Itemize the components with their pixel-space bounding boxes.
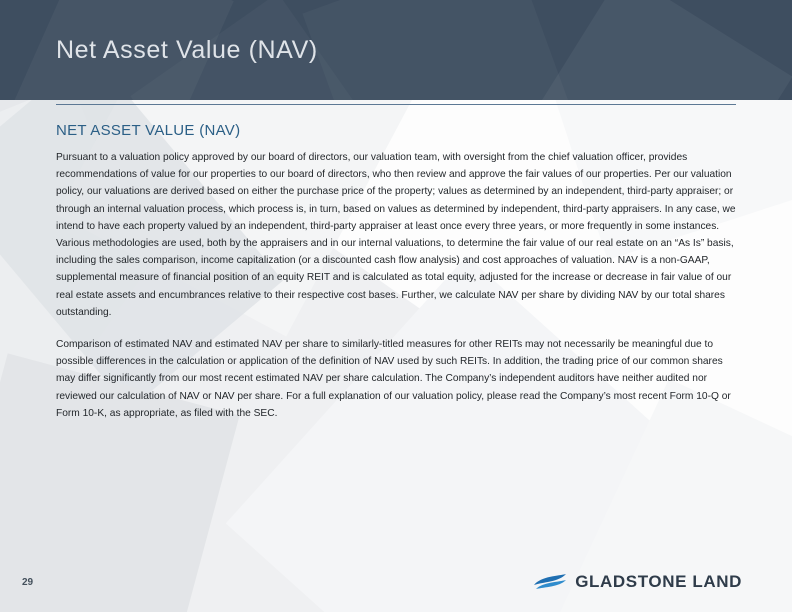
paragraph-one: Pursuant to a valuation policy approved by our board of directors, our valuation team, with oversight from the chief valuation officer, provides recommendations of value for our properties to our board of directors, who then review and approve the fair values of our properties. Per our valuation policy, our valuations are derived based on either the purchase price of the property; values as determined by an independent, third-party appraiser; or through an internal valuation process, which process is, in turn, based on values as determined by independent, third-party appraisers. In any case, we intend to have each property valued by an independent, third-party appraiser at least once every three years, or more frequently in some instances. Various methodologies are used, both by the appraisers and in our internal valuations, to determine the fair value of our real estate on an “As Is” basis, including the sales comparison, income capitalization (or a discounted cash flow analysis) and cost approaches of valuation. NAV is a non-GAAP, supplemental measure of financial position of an equity REIT and is calculated as total equity, adjusted for the increase or decrease in fair value of our real estate assets and encumbrances relative to their respective cost bases. Further, we calculate NAV per share by dividing NAV by our total shares outstanding. bbox=[56, 152, 736, 318]
paragraph-spacer bbox=[56, 321, 736, 336]
section-heading: NET ASSET VALUE (NAV) bbox=[56, 122, 241, 139]
page-number: 29 bbox=[22, 577, 34, 588]
company-logo-text: GLADSTONE LAND bbox=[575, 572, 742, 591]
header-shape bbox=[302, 0, 577, 100]
page-title: Net Asset Value (NAV) bbox=[56, 36, 318, 64]
gladstone-wave-logo-icon bbox=[533, 572, 567, 592]
header-divider bbox=[56, 104, 736, 105]
header-shape bbox=[528, 0, 792, 100]
paragraph-two: Comparison of estimated NAV and estimated NAV per share to similarly-titled measures for other REITs may not necessarily be meaningful due to possible differences in the calculation or application of the definition of NAV used by such REITs. In addition, the trading price of our common shares may differ significantly from our most recent estimated NAV per share calculation. The Company’s independent auditors have neither audited nor reviewed our calculation of NAV or NAV per share. For a full explanation of our valuation policy, please read the Company’s most recent Form 10-Q or Form 10-K, as appropriate, as filed with the SEC. bbox=[56, 339, 731, 419]
company-logo bbox=[533, 572, 742, 592]
content-body bbox=[56, 122, 736, 422]
